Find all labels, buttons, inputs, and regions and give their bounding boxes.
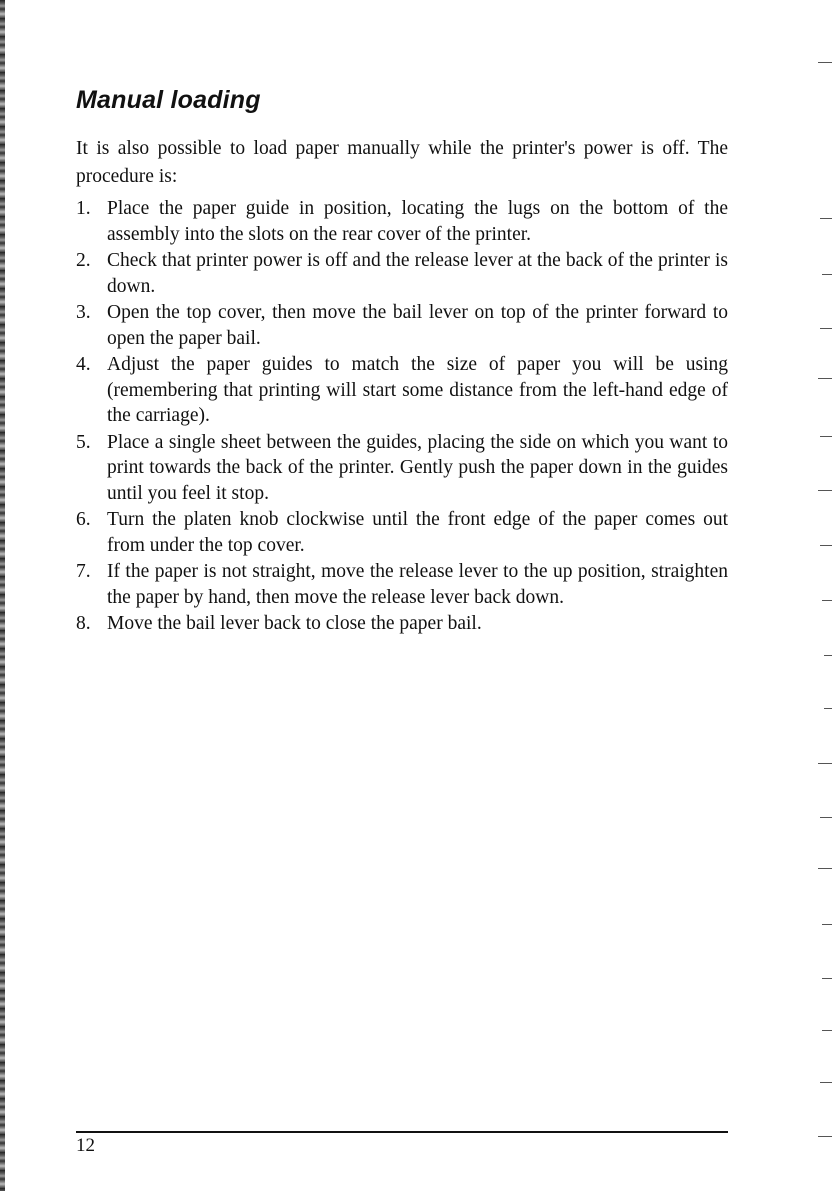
list-item	[76, 430, 728, 507]
step-text: Adjust the paper guides to match the size of paper you will be using (remembering that printing will start some distance from the left-hand edge of the carriage).	[107, 354, 728, 426]
step-number: 5.	[76, 431, 91, 453]
intro-paragraph: It is also possible to load paper manually while the printer's power is off. The procedure is:	[76, 138, 728, 187]
scan-edge-left	[0, 0, 5, 1191]
step-text: If the paper is not straight, move the release lever to the up position, straighten the paper by hand, then move the release lever back down.	[107, 561, 728, 608]
step-text: Place a single sheet between the guides, placing the side on which you want to print towards the back of the printer. Gently push the paper down in the guides until you feel it stop.	[107, 431, 728, 504]
list-item	[76, 507, 728, 558]
scan-marks-right	[812, 0, 832, 1191]
list-item	[76, 611, 728, 637]
step-text: Turn the platen knob clockwise until the front edge of the paper comes out from under the top cover.	[107, 509, 728, 556]
step-text: Move the bail lever back to close the paper bail.	[107, 613, 482, 634]
step-number: 1.	[76, 198, 91, 219]
footer-divider	[76, 1131, 728, 1133]
list-item	[76, 300, 728, 351]
list-item	[76, 248, 728, 299]
step-number: 7.	[76, 561, 91, 582]
procedure-list	[76, 196, 728, 638]
step-text: Check that printer power is off and the release lever at the back of the printer is down.	[107, 250, 728, 297]
step-text: Place the paper guide in position, locating the lugs on the bottom of the assembly into the slots on the rear cover of the printer.	[107, 198, 728, 245]
page-number: 12	[76, 1135, 95, 1156]
step-text: Open the top cover, then move the bail lever on top of the printer forward to open the paper bail.	[107, 302, 728, 349]
step-number: 8.	[76, 613, 91, 634]
list-item	[76, 559, 728, 610]
step-number: 2.	[76, 250, 91, 271]
step-number: 6.	[76, 509, 91, 530]
list-item	[76, 352, 728, 429]
step-number: 3.	[76, 302, 91, 323]
step-number: 4.	[76, 354, 91, 375]
page-title: Manual loading	[76, 86, 261, 114]
list-item	[76, 196, 728, 247]
